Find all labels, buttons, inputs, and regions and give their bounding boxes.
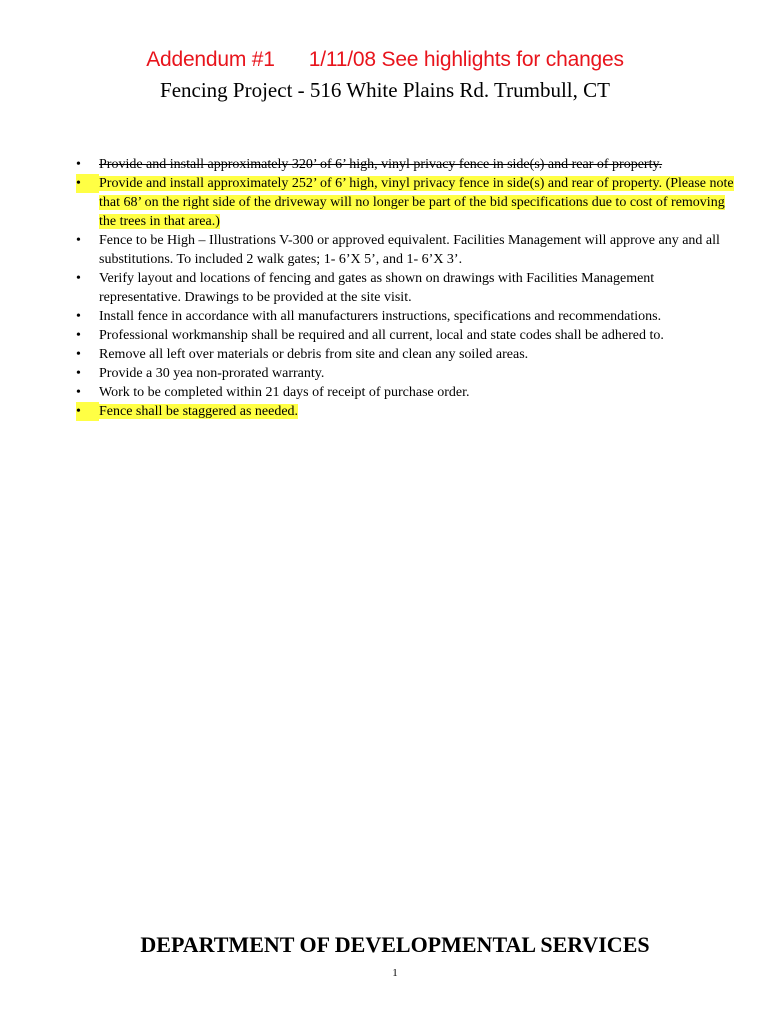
department-name: DEPARTMENT OF DEVELOPMENTAL SERVICES [140, 932, 650, 957]
addendum-number: Addendum #1 [146, 48, 275, 71]
list-item-text: Work to be completed within 21 days of receipt of purchase order. [99, 385, 470, 400]
bullet-icon: • [76, 385, 81, 400]
list-item-text: Fence shall be staggered as needed. [99, 404, 299, 419]
project-title: Fencing Project - 516 White Plains Rd. Trumbull, CT [160, 78, 610, 102]
bullet-icon: • [76, 309, 81, 324]
bullet-icon: • [76, 174, 99, 193]
list-item-text: Provide a 30 yea non-prorated warranty. [99, 366, 325, 381]
bullet-icon: • [76, 157, 81, 172]
bullet-icon: • [76, 271, 81, 286]
list-item-text: Verify layout and locations of fencing and gates as shown on drawings with Facilities Management representative. Drawings to be provided at the site visit. [99, 271, 655, 305]
change-note: 1/11/08 See highlights for changes [308, 48, 624, 71]
list-item [76, 383, 738, 402]
list-item [76, 326, 738, 345]
list-item [76, 174, 738, 231]
list-item-text: Professional workmanship shall be required and all current, local and state codes shall be adhered to. [99, 328, 664, 343]
list-item [76, 269, 738, 307]
page-number: 1 [392, 967, 398, 979]
list-item [76, 307, 738, 326]
list-item-text: Remove all left over materials or debris from site and clean any soiled areas. [99, 347, 529, 362]
bullet-icon: • [76, 366, 81, 381]
specification-list [76, 155, 738, 421]
list-item [76, 345, 738, 364]
list-item-text: Provide and install approximately 320’ of 6’ high, vinyl privacy fence in side(s) and rear of property. [99, 157, 663, 172]
list-item-text: Install fence in accordance with all manufacturers instructions, specifications and recommendations. [99, 309, 662, 324]
list-item [76, 155, 738, 174]
list-item-text: Fence to be High – Illustrations V-300 or approved equivalent. Facilities Management will approve any and all substitutions. To included 2 walk gates; 1- 6’X 5’, and 1- 6’X 3’. [99, 233, 720, 267]
list-item [76, 364, 738, 383]
list-item-text: Provide and install approximately 252’ of 6’ high, vinyl privacy fence in side(s) and rear of property. (Please note that 68’ on the right side of the driveway will no longer be part of the bid specifications due to cost of removing the trees in that area.) [99, 176, 734, 229]
bullet-icon: • [76, 347, 81, 362]
bullet-icon: • [76, 328, 81, 343]
list-item [76, 231, 738, 269]
bullet-icon: • [76, 233, 81, 248]
list-item [76, 402, 738, 421]
addendum-heading [0, 46, 770, 74]
bullet-icon: • [76, 402, 99, 421]
